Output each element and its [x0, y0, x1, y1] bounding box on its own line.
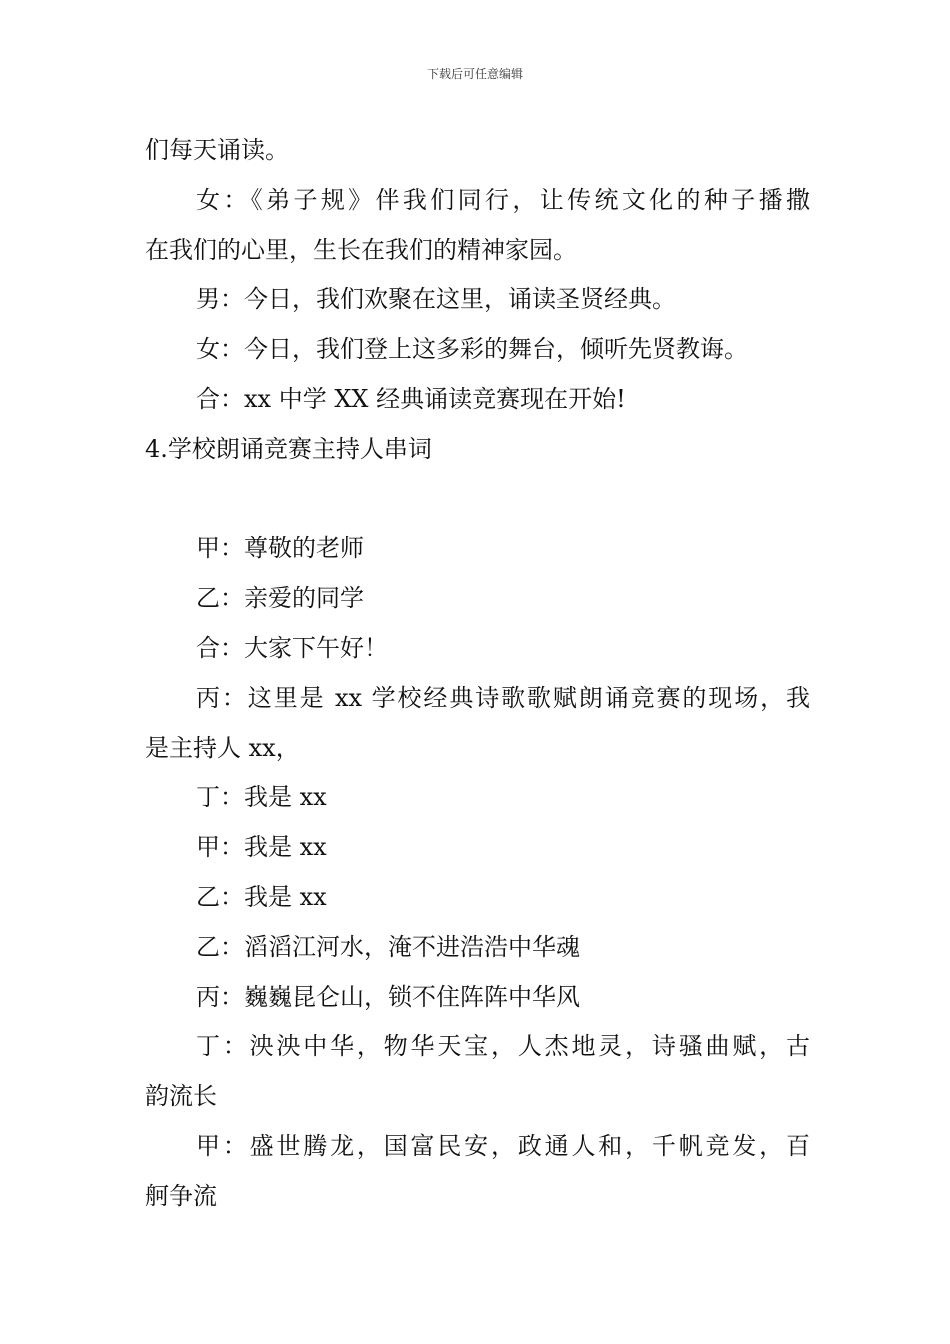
text-line: 舸争流	[145, 1181, 217, 1210]
text-line: 男：今日，我们欢聚在这里，诵读圣贤经典。	[196, 285, 676, 314]
text-line: 丁：我是 xx	[196, 783, 327, 812]
text-line: 乙：滔滔江河水，淹不进浩浩中华魂	[196, 932, 580, 961]
text-line: 丁：泱泱中华，物华天宝，人杰地灵，诗骚曲赋，古	[196, 1032, 810, 1061]
text-line: 甲：盛世腾龙，国富民安，政通人和，千帆竞发，百	[196, 1131, 810, 1160]
blank-line	[145, 475, 810, 525]
document-body	[145, 126, 810, 1222]
text-line: 女：今日，我们登上这多彩的舞台，倾听先贤教诲。	[196, 335, 748, 364]
page-header: 下载后可任意编辑	[426, 67, 523, 81]
section-heading: 4.学校朗诵竞赛主持人串词	[145, 434, 432, 463]
text-line: 甲：我是 xx	[196, 833, 327, 862]
text-line: 韵流长	[145, 1082, 217, 1111]
text-line: 乙：我是 xx	[196, 882, 327, 911]
text-line: 乙：亲爱的同学	[196, 584, 364, 613]
text-line: 在我们的心里，生长在我们的精神家园。	[145, 235, 577, 264]
text-line: 丙：巍巍昆仑山，锁不住阵阵中华风	[196, 982, 580, 1011]
text-line: 合：大家下午好！	[196, 633, 388, 662]
text-line: 丙：这里是 xx 学校经典诗歌歌赋朗诵竞赛的现场，我	[196, 683, 810, 712]
text-line: 是主持人 xx，	[145, 733, 300, 762]
text-line: 甲：尊敬的老师	[196, 534, 364, 563]
text-line: 女：《弟子规》伴我们同行，让传统文化的种子播撒	[196, 185, 810, 214]
text-line: 合：xx 中学 XX 经典诵读竞赛现在开始!	[196, 384, 626, 413]
text-line: 们每天诵读。	[145, 136, 289, 164]
